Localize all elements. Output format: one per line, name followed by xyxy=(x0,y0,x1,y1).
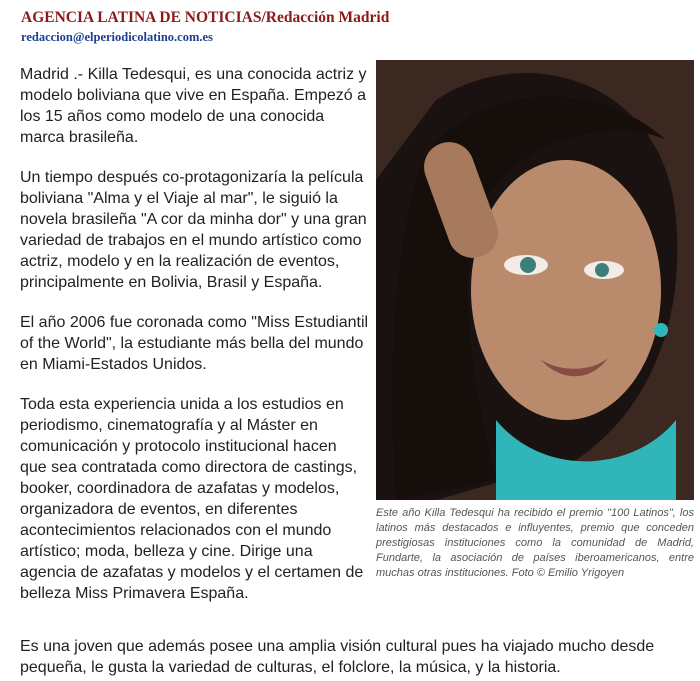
paragraph-1: Madrid .- Killa Tedesqui, es una conocida actriz y modelo boliviana que vive en España. Empezó a los 15 años como modelo de una conocida marca brasileña. xyxy=(20,66,367,146)
photo-caption: Este año Killa Tedesqui ha recibido el premio "100 Latinos", los latinos más destacados e influyentes, premio que conceden prestigiosas instituciones como la comunidad de Madrid, Fundarte, la asociación de países iberoamericanos, entre muchas otras instituciones. Foto © Emilio Yrigoyen xyxy=(376,507,694,579)
paragraph-2: Un tiempo después co-protagonizaría la película boliviana "Alma y el Viaje al mar", le siguió la novela brasileña "A cor da minha dor" y una gran variedad de trabajos en el mundo artístico como actriz, modelo y en la realización de eventos, principalmente en Bolivia, Brasil y España. xyxy=(20,169,367,291)
article-body xyxy=(20,64,370,623)
closing-paragraph: Es una joven que además posee una amplia visión cultural pues ha viajado mucho desde pequeña, le gusta la variedad de culturas, el folclore, la música, y la historia. xyxy=(20,638,655,676)
portrait-photo xyxy=(376,60,694,500)
agency-header: AGENCIA LATINA DE NOTICIAS/Redacción Madrid xyxy=(21,9,390,26)
paragraph-4: Toda esta experiencia unida a los estudios en periodismo, cinematografía y al Máster en comunicación y protocolo institucional hacen que sea contratada como directora de castings, booker, coordinadora de azafatas y modelos, organizadora de eventos, en diferentes acontecimientos relacionados con el mundo artístico; moda, belleza y cine. Dirige una agencia de azafatas y modelos y el certamen de belleza Miss Primavera España. xyxy=(20,396,364,602)
email-link[interactable]: redaccion@elperiodicolatino.com.es xyxy=(21,30,213,44)
paragraph-3: El año 2006 fue coronada como "Miss Estudiantil of the World", la estudiante más bella del mundo en Miami-Estados Unidos. xyxy=(20,314,369,373)
portrait-illustration xyxy=(376,60,694,500)
